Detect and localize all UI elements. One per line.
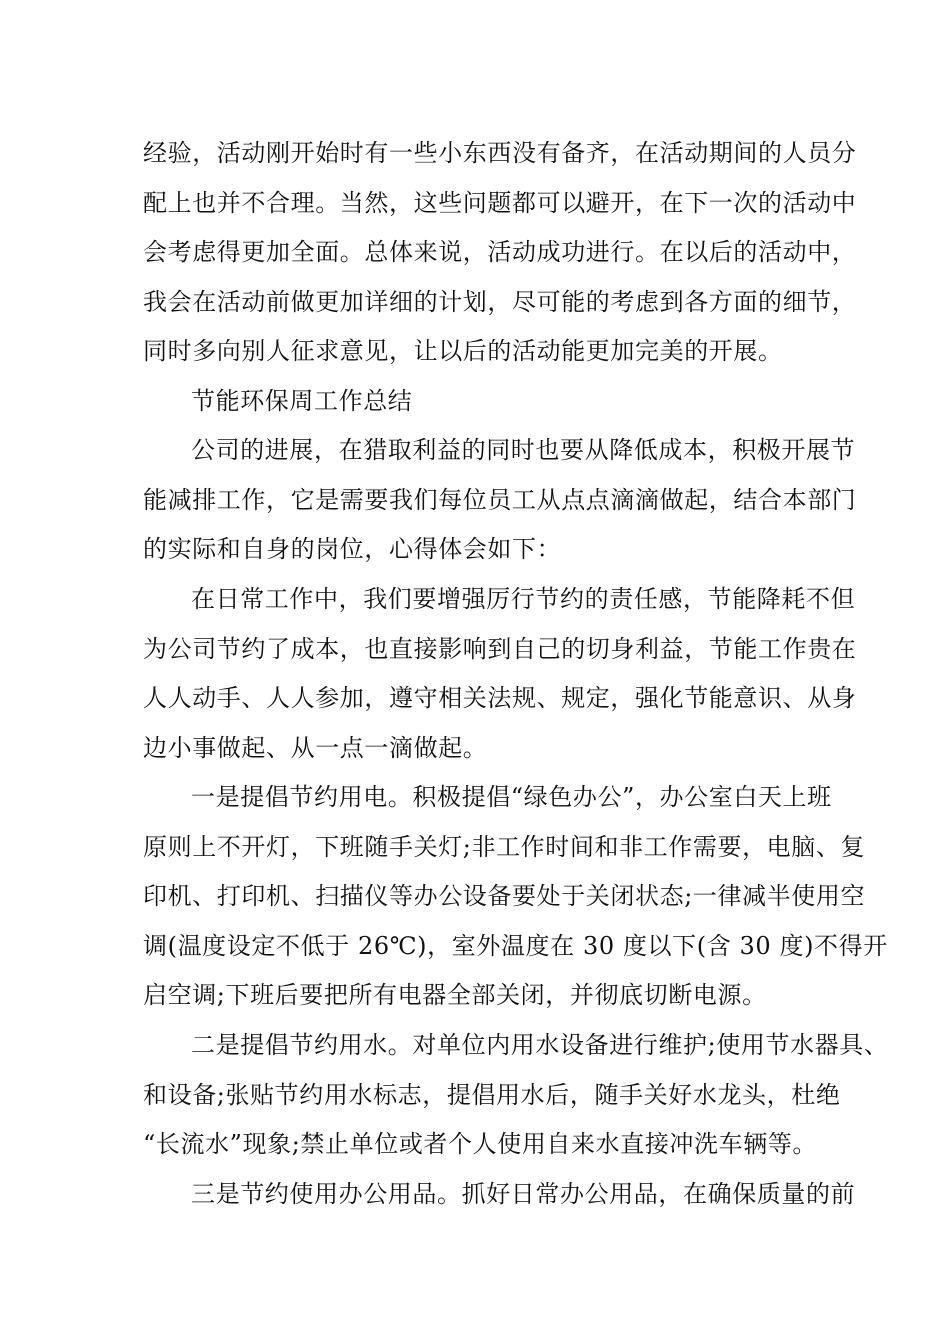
section-heading: 节能环保周工作总结 [191, 387, 413, 415]
text-line: 经验，活动刚开始时有一些小东西没有备齐，在活动期间的人员分 [143, 139, 857, 167]
text-line: 同时多向别人征求意见，让以后的活动能更加完美的开展。 [143, 337, 783, 365]
text-line: 三是节约使用办公用品。抓好日常办公用品，在确保质量的前 [191, 1180, 856, 1208]
text-line: 二是提倡节约用水。对单位内用水设备进行维护;使用节水器具、 [191, 1031, 889, 1059]
text-line: 启空调;下班后要把所有电器全部关闭，并彻底切断电源。 [143, 981, 767, 1009]
text-line: 为公司节约了成本，也直接影响到自己的切身利益，节能工作贵在 [143, 635, 857, 663]
text-line: 人人动手、人人参加，遵守相关法规、规定，强化节能意识、从身 [143, 684, 857, 712]
text-line: 在日常工作中，我们要增强厉行节约的责任感，节能降耗不但 [191, 585, 856, 613]
text-line: 调(温度设定不低于 26℃)，室外温度在 30 度以下(含 30 度)不得开 [143, 932, 888, 960]
text-line: “长流水”现象;禁止单位或者个人使用自来水直接冲洗车辆等。 [143, 1130, 818, 1158]
text-line: 会考虑得更加全面。总体来说，活动成功进行。在以后的活动中， [143, 238, 857, 266]
text-line: 能减排工作，它是需要我们每位员工从点点滴滴做起，结合本部门 [143, 486, 857, 514]
text-line: 的实际和自身的岗位，心得体会如下： [143, 535, 562, 563]
text-line: 公司的进展，在猎取利益的同时也要从降低成本，积极开展节 [191, 436, 856, 464]
text-line: 边小事做起、从一点一滴做起。 [143, 734, 488, 762]
text-line: 一是提倡节约用电。积极提倡“绿色办公”，办公室白天上班 [191, 783, 832, 811]
text-line: 配上也并不合理。当然，这些问题都可以避开，在下一次的活动中 [143, 189, 857, 217]
text-line: 和设备;张贴节约用水标志，提倡用水后，随手关好水龙头，杜绝 [143, 1081, 841, 1109]
text-line: 我会在活动前做更加详细的计划，尽可能的考虑到各方面的细节， [143, 288, 857, 316]
text-line: 印机、打印机、扫描仪等办公设备要处于关闭状态;一律减半使用空 [143, 882, 866, 910]
text-line: 原则上不开灯，下班随手关灯;非工作时间和非工作需要，电脑、复 [143, 833, 866, 861]
